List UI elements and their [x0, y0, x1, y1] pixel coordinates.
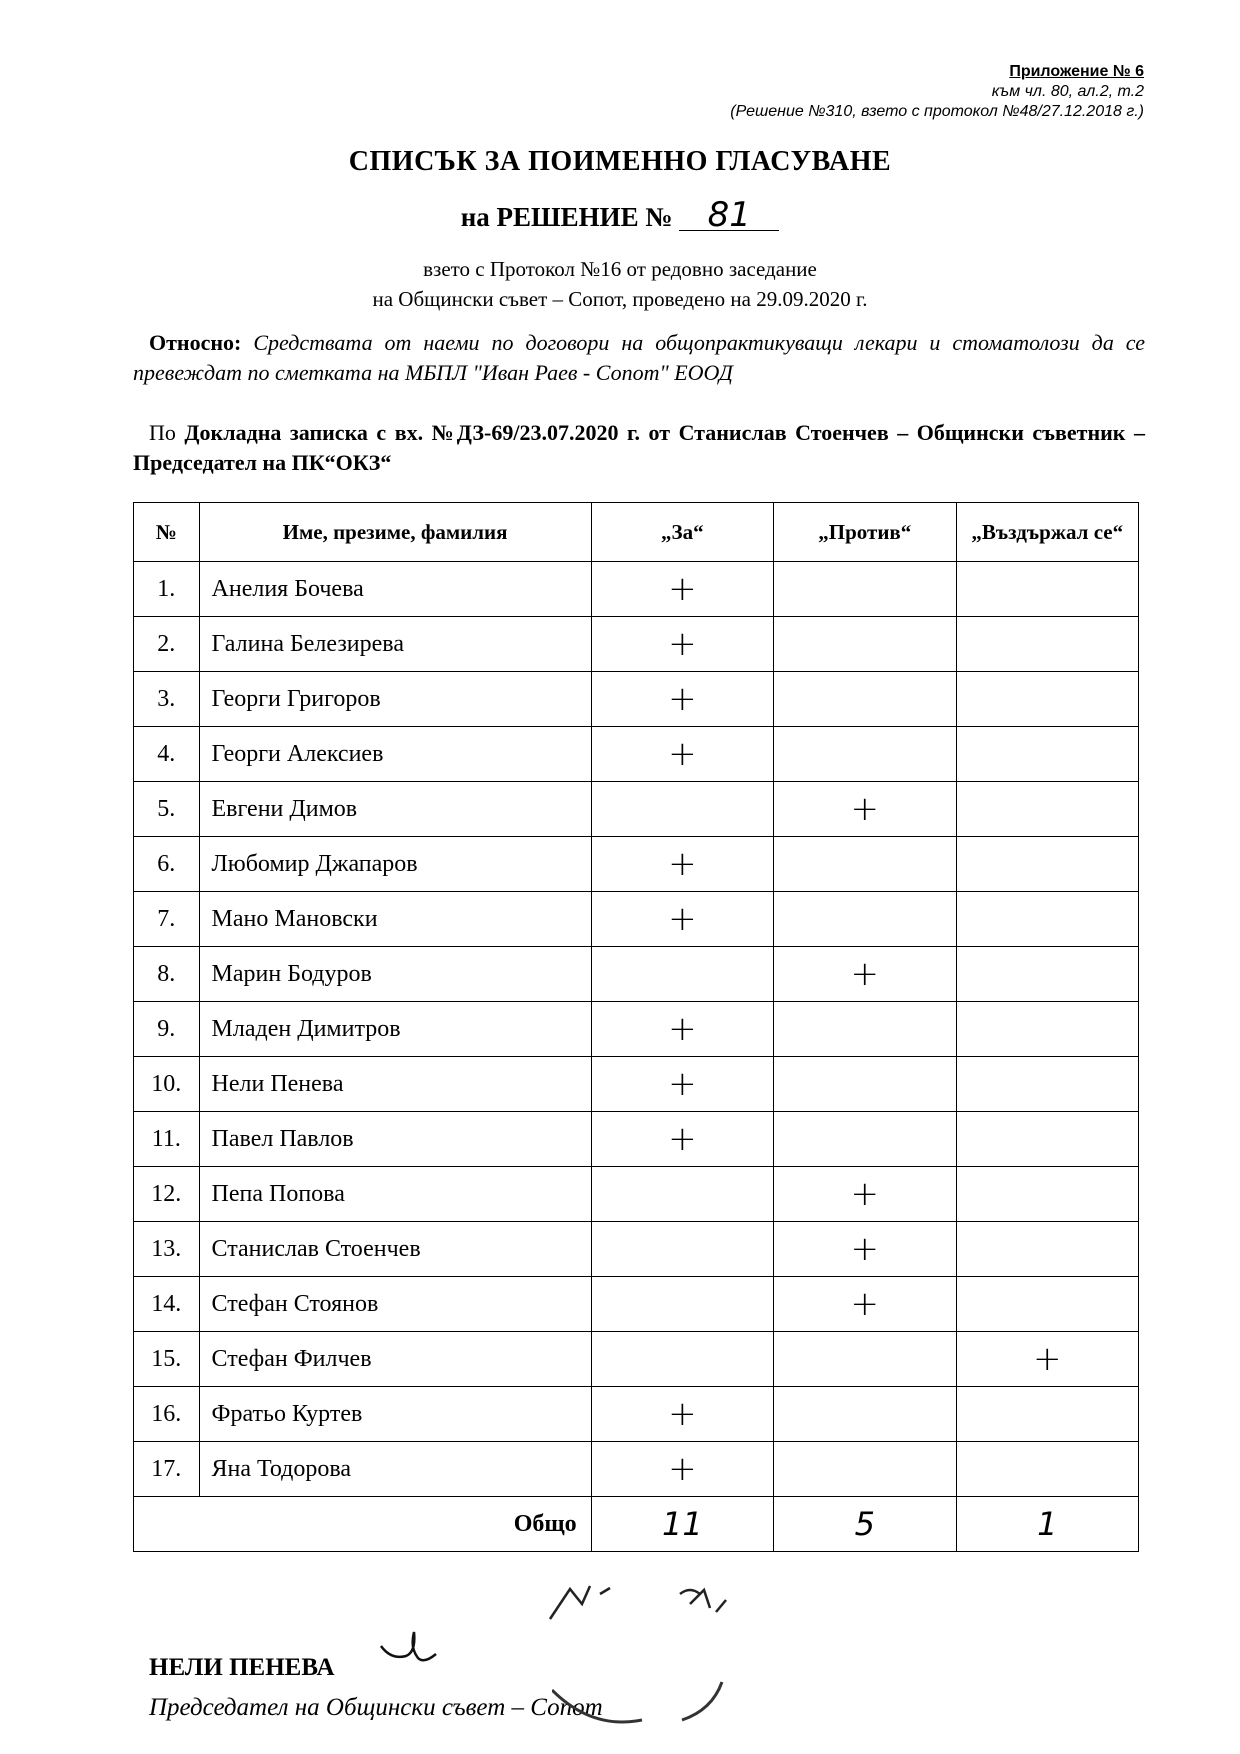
row-number: 15.	[134, 1332, 200, 1387]
table-row	[134, 1277, 1139, 1332]
vote-against-cell	[774, 1442, 956, 1497]
vote-against-cell: +	[774, 947, 956, 1002]
header-abstain: „Въздържал се“	[956, 503, 1139, 562]
row-number: 4.	[134, 727, 200, 782]
table-row	[134, 947, 1139, 1002]
member-name: Фратьо Куртев	[199, 1387, 591, 1442]
vote-against-cell: +	[774, 1167, 956, 1222]
decision-number: 81	[679, 200, 779, 231]
vote-for-cell: +	[591, 672, 773, 727]
header-name: Име, презиме, фамилия	[199, 503, 591, 562]
vote-abstain-cell	[956, 1222, 1139, 1277]
vote-for-cell: +	[591, 562, 773, 617]
subject-paragraph	[133, 328, 1145, 388]
vote-abstain-cell	[956, 1277, 1139, 1332]
vote-for-cell: +	[591, 837, 773, 892]
vote-for-cell	[591, 1277, 773, 1332]
table-row	[134, 617, 1139, 672]
row-number: 1.	[134, 562, 200, 617]
row-number: 5.	[134, 782, 200, 837]
row-number: 14.	[134, 1277, 200, 1332]
vote-abstain-cell	[956, 947, 1139, 1002]
table-row	[134, 562, 1139, 617]
vote-against-cell	[774, 727, 956, 782]
header-num: №	[134, 503, 200, 562]
protocol-line-1: взето с Протокол №16 от редовно заседание	[423, 257, 817, 281]
vote-for-cell: +	[591, 1002, 773, 1057]
member-name: Станислав Стоенчев	[199, 1222, 591, 1277]
row-number: 13.	[134, 1222, 200, 1277]
vote-against-cell: +	[774, 1222, 956, 1277]
total-abstain: 1	[956, 1497, 1139, 1552]
row-number: 8.	[134, 947, 200, 1002]
stamp-mark	[540, 1564, 760, 1624]
decision-heading	[0, 195, 1240, 235]
vote-abstain-cell	[956, 562, 1139, 617]
vote-against-cell	[774, 1002, 956, 1057]
subject-text: Средствата от наеми по договори на общопрактикуващи лекари и стоматолози да се превеждат по сметката на МБПЛ "Иван Раев - Сопот" ЕООД	[133, 330, 1146, 385]
row-number: 6.	[134, 837, 200, 892]
decision-label: на РЕШЕНИЕ №	[460, 202, 673, 232]
row-number: 7.	[134, 892, 200, 947]
row-number: 16.	[134, 1387, 200, 1442]
row-number: 17.	[134, 1442, 200, 1497]
table-row	[134, 782, 1139, 837]
member-name: Яна Тодорова	[199, 1442, 591, 1497]
vote-abstain-cell	[956, 1387, 1139, 1442]
header-for: „За“	[591, 503, 773, 562]
member-name: Евгени Димов	[199, 782, 591, 837]
row-number: 3.	[134, 672, 200, 727]
table-row	[134, 1002, 1139, 1057]
vote-abstain-cell	[956, 1112, 1139, 1167]
vote-for-cell: +	[591, 892, 773, 947]
document-title: СПИСЪК ЗА ПОИМЕННО ГЛАСУВАНЕ	[348, 146, 892, 177]
table-row	[134, 1222, 1139, 1277]
row-number: 10.	[134, 1057, 200, 1112]
protocol-line-2: на Общински съвет – Сопот, проведено на 29.09.2020 г.	[372, 287, 868, 311]
vote-against-cell	[774, 1332, 956, 1387]
header-against: „Против“	[774, 503, 956, 562]
table-row	[134, 892, 1139, 947]
vote-abstain-cell	[956, 1167, 1139, 1222]
member-name: Пепа Попова	[199, 1167, 591, 1222]
vote-for-cell	[591, 1167, 773, 1222]
vote-against-cell	[774, 562, 956, 617]
vote-abstain-cell: +	[956, 1332, 1139, 1387]
seal-stamp	[552, 1680, 752, 1730]
vote-abstain-cell	[956, 892, 1139, 947]
vote-against-cell	[774, 672, 956, 727]
vote-against-cell	[774, 1057, 956, 1112]
vote-against-cell	[774, 1112, 956, 1167]
vote-abstain-cell	[956, 837, 1139, 892]
vote-for-cell: +	[591, 727, 773, 782]
signer-role: Председател на Общински съвет – Сопот	[149, 1694, 603, 1721]
total-for: 11	[591, 1497, 773, 1552]
table-header-row	[134, 503, 1139, 562]
table-row	[134, 727, 1139, 782]
member-name: Галина Белезирева	[199, 617, 591, 672]
row-number: 9.	[134, 1002, 200, 1057]
vote-for-cell: +	[591, 1057, 773, 1112]
table-row	[134, 837, 1139, 892]
vote-against-cell	[774, 617, 956, 672]
table-row	[134, 1167, 1139, 1222]
total-label: Общо	[134, 1497, 592, 1552]
table-row	[134, 1057, 1139, 1112]
table-row	[134, 1442, 1139, 1497]
signature	[376, 1626, 446, 1676]
member-name: Георги Алексиев	[199, 727, 591, 782]
member-name: Георги Григоров	[199, 672, 591, 727]
total-row	[134, 1497, 1139, 1552]
protocol-info	[0, 254, 1240, 314]
vote-for-cell	[591, 1222, 773, 1277]
vote-for-cell: +	[591, 1442, 773, 1497]
vote-for-cell	[591, 782, 773, 837]
vote-abstain-cell	[956, 727, 1139, 782]
vote-abstain-cell	[956, 617, 1139, 672]
vote-abstain-cell	[956, 1442, 1139, 1497]
table-row	[134, 1112, 1139, 1167]
subject-label: Относно:	[149, 330, 242, 355]
annex-article: към чл. 80, ал.2, т.2	[991, 83, 1144, 100]
vote-for-cell	[591, 1332, 773, 1387]
report-paragraph	[133, 418, 1145, 478]
vote-against-cell	[774, 1387, 956, 1442]
total-against: 5	[774, 1497, 956, 1552]
vote-for-cell: +	[591, 1387, 773, 1442]
member-name: Нели Пенева	[199, 1057, 591, 1112]
vote-against-cell	[774, 892, 956, 947]
table-row	[134, 1387, 1139, 1442]
member-name: Павел Павлов	[199, 1112, 591, 1167]
vote-for-cell: +	[591, 617, 773, 672]
member-name: Мано Мановски	[199, 892, 591, 947]
vote-abstain-cell	[956, 1002, 1139, 1057]
table-row	[134, 672, 1139, 727]
vote-against-cell: +	[774, 782, 956, 837]
table-row	[134, 1332, 1139, 1387]
vote-for-cell	[591, 947, 773, 1002]
report-text: Докладна записка с вх. №ДЗ-69/23.07.2020 г. от Станислав Стоенчев – Общински съветник – Председател на ПК“ОКЗ“	[133, 420, 1146, 475]
vote-for-cell: +	[591, 1112, 773, 1167]
member-name: Анелия Бочева	[199, 562, 591, 617]
vote-table	[133, 502, 1139, 1552]
signer-name: НЕЛИ ПЕНЕВА	[149, 1654, 335, 1681]
vote-abstain-cell	[956, 672, 1139, 727]
member-name: Любомир Джапаров	[199, 837, 591, 892]
row-number: 11.	[134, 1112, 200, 1167]
report-prefix: По	[149, 420, 176, 445]
annex-reference	[730, 62, 1144, 122]
vote-against-cell: +	[774, 1277, 956, 1332]
member-name: Младен Димитров	[199, 1002, 591, 1057]
annex-title: Приложение № 6	[1009, 63, 1144, 80]
vote-abstain-cell	[956, 782, 1139, 837]
vote-abstain-cell	[956, 1057, 1139, 1112]
row-number: 2.	[134, 617, 200, 672]
member-name: Стефан Стоянов	[199, 1277, 591, 1332]
annex-decision-ref: (Решение №310, взето с протокол №48/27.12.2018 г.)	[730, 103, 1144, 120]
member-name: Марин Бодуров	[199, 947, 591, 1002]
member-name: Стефан Филчев	[199, 1332, 591, 1387]
row-number: 12.	[134, 1167, 200, 1222]
vote-against-cell	[774, 837, 956, 892]
